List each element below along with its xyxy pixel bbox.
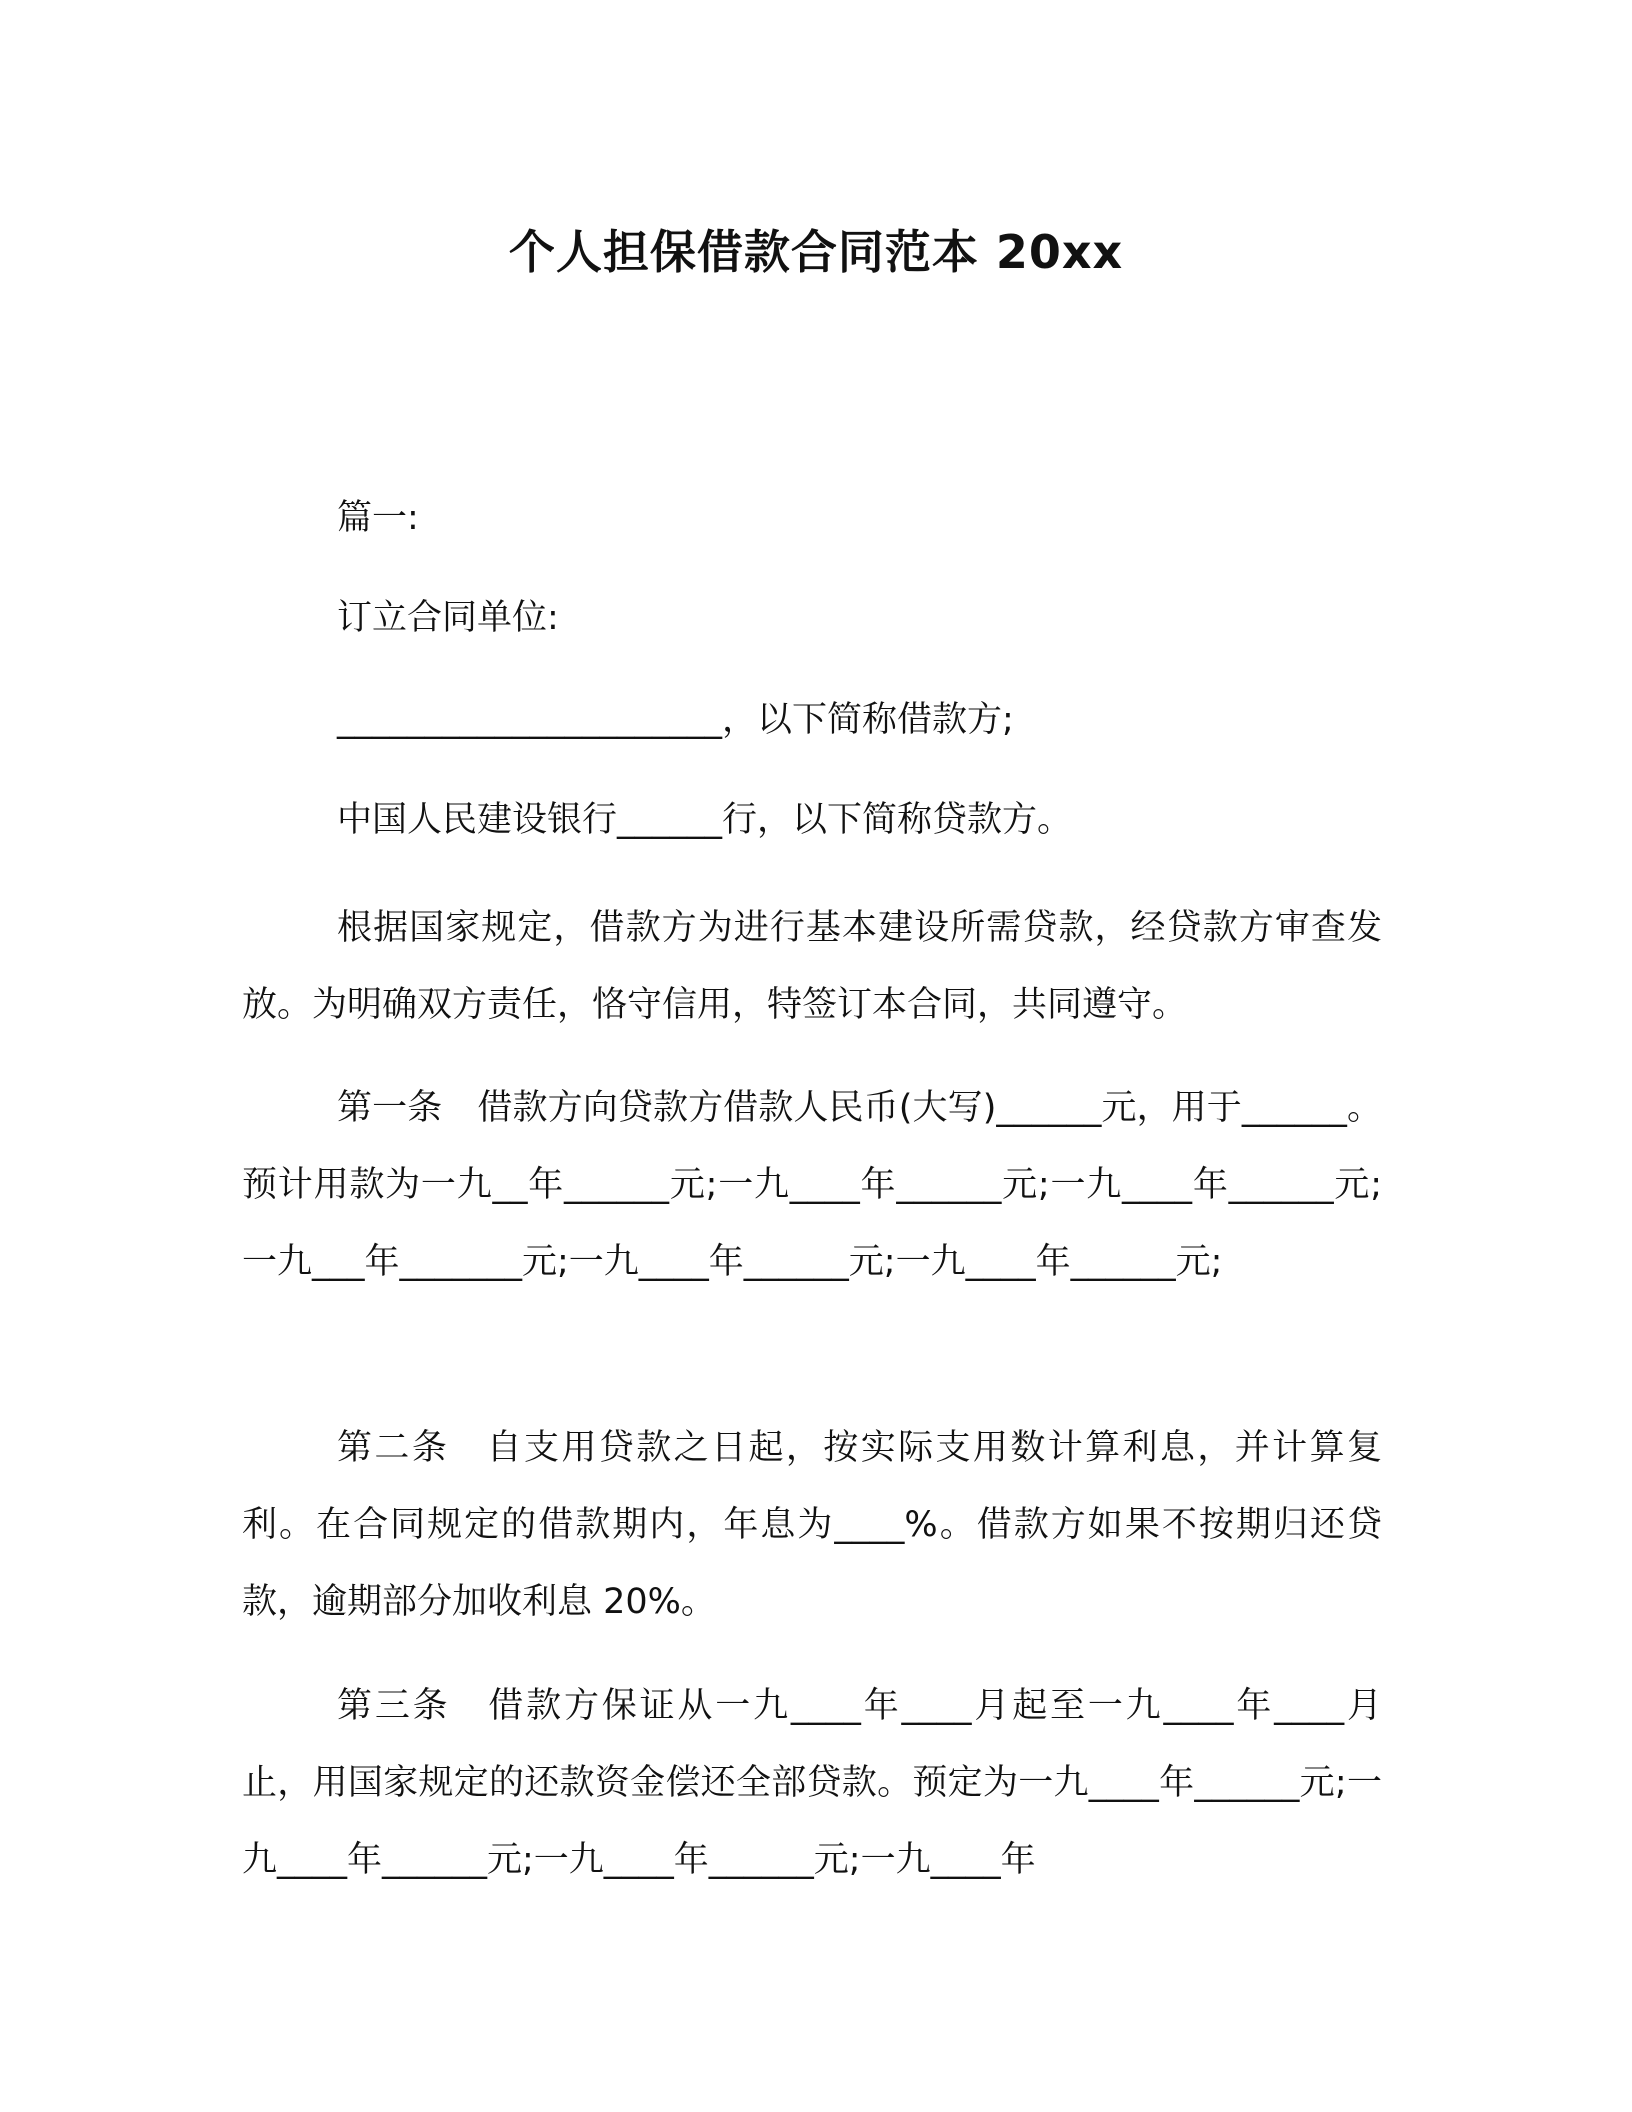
- article-3-paragraph: 第三条 借款方保证从一九____年____月起至一九____年____月止，用国家规定的还款资金偿还全部贷款。预定为一九____年______元;一九____年______元;一九____年______元;一九____年: [242, 1686, 1382, 1880]
- preamble-paragraph: 根据国家规定，借款方为进行基本建设所需贷款，经贷款方审查发放。为明确双方责任，恪守信用，特签订本合同，共同遵守。: [242, 908, 1382, 1025]
- borrower-line: ______________________，以下简称借款方;: [337, 700, 1014, 740]
- parties-label: 订立合同单位:: [337, 598, 559, 638]
- section-heading: 篇一:: [337, 498, 419, 538]
- article-1-paragraph: 第一条 借款方向贷款方借款人民币(大写)______元，用于______。预计用款为一九__年______元;一九____年______元;一九____年______元;一九___年_______元;一九____年______元;一九____年______元;: [242, 1088, 1382, 1282]
- document-title: 个人担保借款合同范本 20xx: [508, 225, 1124, 279]
- lender-line: 中国人民建设银行______行，以下简称贷款方。: [337, 800, 1073, 840]
- article-2-paragraph: 第二条 自支用贷款之日起，按实际支用数计算利息，并计算复利。在合同规定的借款期内，年息为____%。借款方如果不按期归还贷款，逾期部分加收利息 20%。: [242, 1428, 1382, 1622]
